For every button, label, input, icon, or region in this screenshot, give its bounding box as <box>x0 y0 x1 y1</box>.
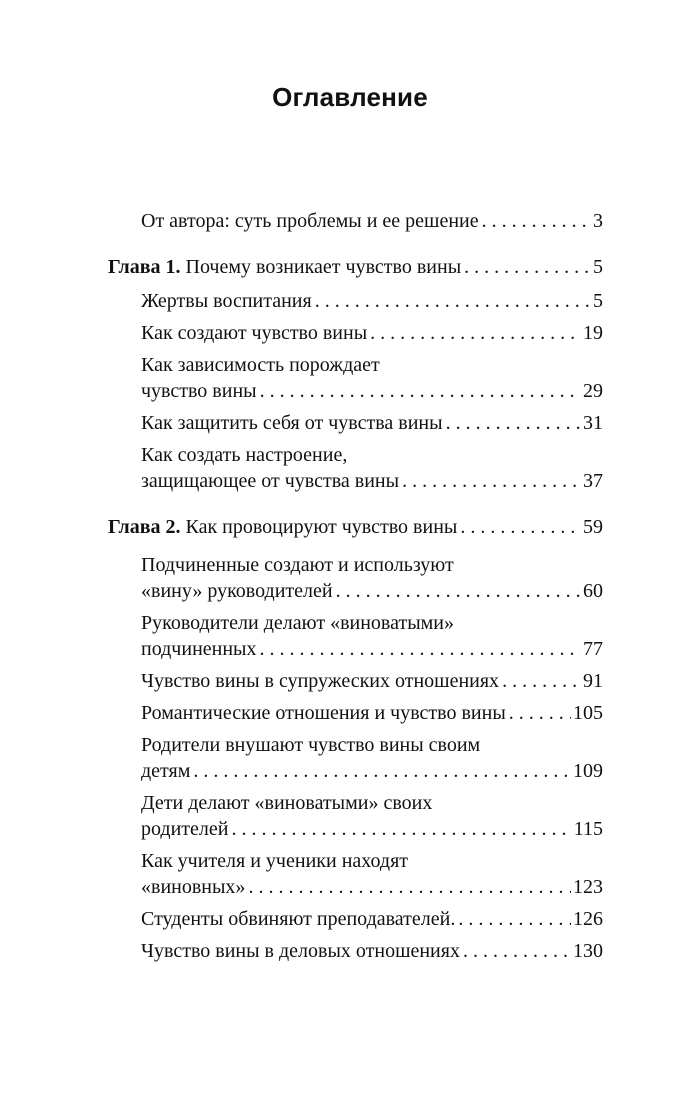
dot-leader <box>402 468 581 494</box>
chapter-label: Глава 2. <box>108 516 181 538</box>
toc-entry[interactable] <box>141 410 603 436</box>
dot-leader <box>482 208 591 234</box>
toc-entry-title: Чувство вины в деловых отношениях <box>141 940 460 962</box>
toc-entry-title-cont: родителей <box>141 818 229 840</box>
toc-page-number: 5 <box>593 290 603 312</box>
toc-entry-title-cont: чувство вины <box>141 380 257 402</box>
toc-page-number: 5 <box>593 256 603 278</box>
toc-entry-title-cont: защищающее от чувства вины <box>141 470 400 492</box>
chapter-label: Глава 1. <box>108 256 181 278</box>
dot-leader <box>370 320 581 346</box>
toc-entry-title: Подчиненные создают и используют <box>141 554 454 576</box>
dot-leader <box>260 378 581 404</box>
toc-entry-title: От автора: суть проблемы и ее решение <box>141 210 479 232</box>
toc-page-number: 105 <box>573 702 603 724</box>
toc-page-number: 29 <box>583 380 603 402</box>
page-title: Оглавление <box>272 82 428 112</box>
dot-leader <box>458 906 571 932</box>
dot-leader <box>446 410 581 436</box>
toc-entry-title: Как создать настроение, <box>141 444 348 466</box>
toc-entry-title-cont: «вину» руководителей <box>141 580 333 602</box>
toc-page-number: 130 <box>573 940 603 962</box>
toc-page-number: 19 <box>583 322 603 344</box>
toc-entry[interactable] <box>141 668 603 694</box>
toc-entry-title: Как учителя и ученики находят <box>141 850 409 872</box>
toc-entry[interactable] <box>141 442 603 494</box>
toc-page-number: 60 <box>583 580 603 602</box>
dot-leader <box>460 514 581 540</box>
dot-leader <box>193 758 571 784</box>
toc-entry-title: Чувство вины в супружеских отношениях <box>141 670 500 692</box>
toc-entry-title: Как зависимость порождает <box>141 354 380 376</box>
dot-leader <box>509 700 571 726</box>
dot-leader <box>248 874 571 900</box>
toc-page-number: 109 <box>573 760 603 782</box>
dot-leader <box>502 668 581 694</box>
dot-leader <box>463 938 571 964</box>
toc-page-number: 59 <box>583 516 603 538</box>
toc-entry-title: Почему возникает чувство вины <box>185 256 462 278</box>
toc-entry[interactable] <box>141 208 603 234</box>
toc-entry[interactable] <box>141 906 603 932</box>
toc-entry-title-cont: «виновных» <box>141 876 246 898</box>
dot-leader <box>464 254 591 280</box>
toc-entry-title: Руководители делают «виноватыми» <box>141 612 454 634</box>
toc-entry-title: Родители внушают чувство вины своим <box>141 734 481 756</box>
toc-entry[interactable] <box>141 352 603 404</box>
dot-leader <box>231 816 571 842</box>
toc-entry-title: Романтические отношения и чувство вины <box>141 702 506 724</box>
toc-entry[interactable] <box>141 610 603 662</box>
table-of-contents <box>0 208 700 964</box>
toc-entry-title: Как создают чувство вины <box>141 322 368 344</box>
toc-page-number: 123 <box>573 876 603 898</box>
toc-page-number: 3 <box>593 210 603 232</box>
toc-entry[interactable] <box>141 288 603 314</box>
toc-page-number: 91 <box>583 670 603 692</box>
toc-entry[interactable] <box>141 320 603 346</box>
toc-entry-title: Жертвы воспитания <box>141 290 312 312</box>
toc-page-number: 77 <box>583 638 603 660</box>
toc-entry[interactable] <box>141 552 603 604</box>
toc-entry[interactable] <box>141 790 603 842</box>
toc-chapter[interactable] <box>108 514 603 540</box>
toc-entry-title: Как защитить себя от чувства вины <box>141 412 443 434</box>
toc-page-number: 126 <box>573 908 603 930</box>
toc-entry-title: Как провоцируют чувство вины <box>185 516 458 538</box>
dot-leader <box>336 578 581 604</box>
toc-entry[interactable] <box>141 700 603 726</box>
toc-page-number: 31 <box>583 412 603 434</box>
toc-entry-title: Студенты обвиняют преподавателей. <box>141 908 456 930</box>
toc-chapter[interactable] <box>108 254 603 280</box>
toc-entry-title-cont: подчиненных <box>141 638 257 660</box>
toc-entry[interactable] <box>141 732 603 784</box>
toc-entry[interactable] <box>141 848 603 900</box>
toc-entry-title: Дети делают «виноватыми» своих <box>141 792 433 814</box>
dot-leader <box>315 288 591 314</box>
toc-entry[interactable] <box>141 938 603 964</box>
toc-page-number: 115 <box>573 818 603 840</box>
dot-leader <box>260 636 582 662</box>
toc-entry-title-cont: детям <box>141 760 191 782</box>
toc-page-number: 37 <box>583 470 603 492</box>
